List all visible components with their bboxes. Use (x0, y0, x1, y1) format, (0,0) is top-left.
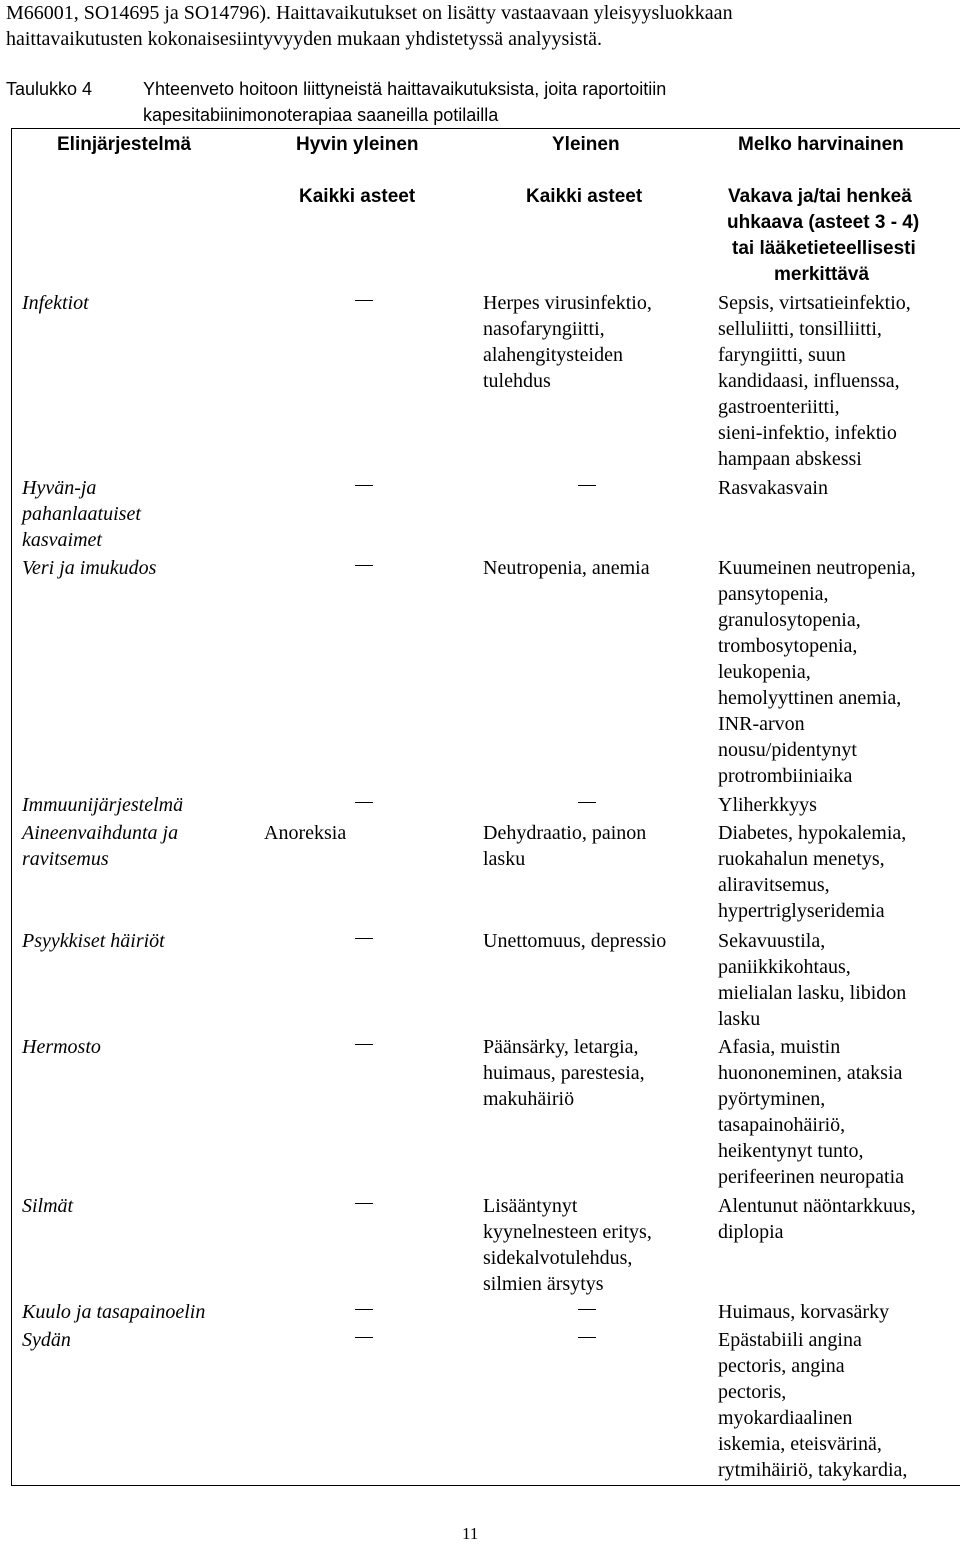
column-header-organ: Elinjärjestelmä (57, 134, 192, 155)
row-3-uncommon-line: nousu/pidentynyt (718, 739, 857, 761)
row-7-common-line: makuhäiriö (483, 1088, 575, 1110)
row-5-organ-line: ravitsemus (22, 848, 109, 870)
row-1-common-line: tulehdus (483, 370, 551, 392)
subheader-common: Kaikki asteet (526, 186, 643, 207)
row-3-common-line: Neutropenia, anemia (483, 557, 650, 579)
row-9-uncommon-line: Huimaus, korvasärky (718, 1301, 890, 1323)
row-1-organ-line: Infektiot (22, 292, 89, 314)
row-5-uncommon-line: ruokahalun menetys, (718, 848, 885, 870)
row-3-uncommon-line: granulosytopenia, (718, 609, 861, 631)
row-10-uncommon-line: myokardiaalinen (718, 1407, 853, 1429)
row-3-uncommon-line: protrombiiniaika (718, 765, 853, 787)
row-7-organ-line: Hermosto (22, 1036, 101, 1058)
column-header-common: Yleinen (552, 134, 620, 155)
row-6-organ-line: Psyykkiset häiriöt (22, 930, 165, 952)
row-6-uncommon-line: Sekavuustila, (718, 930, 826, 952)
row-8-common-line: kyynelnesteen eritys, (483, 1221, 652, 1243)
row-1-uncommon-line: gastroenteriitti, (718, 396, 840, 418)
table-bottom-border (11, 1485, 960, 1486)
row-3-uncommon-line: pansytopenia, (718, 583, 829, 605)
row-7-common-line: huimaus, parestesia, (483, 1062, 645, 1084)
row-3-uncommon-line: INR-arvon (718, 713, 805, 735)
row-7-uncommon-line: huononeminen, ataksia (718, 1062, 903, 1084)
row-9-organ-line: Kuulo ja tasapainoelin (22, 1301, 206, 1323)
table-label: Taulukko 4 (6, 79, 93, 99)
empty-cell-dash (355, 300, 373, 301)
row-6-uncommon-line: paniikkikohtaus, (718, 956, 851, 978)
row-1-uncommon-line: Sepsis, virtsatieinfektio, (718, 292, 911, 314)
row-6-uncommon-line: lasku (718, 1008, 761, 1030)
row-3-organ-line: Veri ja imukudos (22, 557, 157, 579)
row-3-uncommon-line: leukopenia, (718, 661, 811, 683)
empty-cell-dash (578, 1309, 596, 1310)
row-5-very-common-line: Anoreksia (264, 822, 347, 844)
empty-cell-dash (355, 1337, 373, 1338)
row-7-uncommon-line: tasapainohäiriö, (718, 1114, 846, 1136)
row-1-uncommon-line: sieni-infektio, infektio (718, 422, 897, 444)
subheader-uncommon-line: uhkaava (asteet 3 - 4) (727, 212, 920, 233)
row-2-organ-line: kasvaimet (22, 529, 102, 551)
row-10-uncommon-line: pectoris, (718, 1381, 787, 1403)
row-8-common-line: Lisääntynyt (483, 1195, 578, 1217)
page-number: 11 (462, 1524, 479, 1543)
row-5-uncommon-line: hypertriglyseridemia (718, 900, 885, 922)
subheader-uncommon-line: tai lääketieteellisesti (732, 238, 916, 259)
row-1-common-line: nasofaryngiitti, (483, 318, 605, 340)
row-3-uncommon-line: hemolyyttinen anemia, (718, 687, 902, 709)
subheader-uncommon-line: merkittävä (774, 264, 870, 285)
column-header-uncommon: Melko harvinainen (738, 134, 904, 155)
row-2-organ-line: Hyvän-ja (22, 477, 97, 499)
row-7-common-line: Päänsärky, letargia, (483, 1036, 639, 1058)
empty-cell-dash (578, 802, 596, 803)
row-4-organ-line: Immuunijärjestelmä (22, 794, 184, 816)
row-7-uncommon-line: perifeerinen neuropatia (718, 1166, 905, 1188)
row-1-uncommon-line: faryngiitti, suun (718, 344, 846, 366)
row-5-common-line: lasku (483, 848, 526, 870)
row-8-common-line: silmien ärsytys (483, 1273, 604, 1295)
row-10-uncommon-line: iskemia, eteisvärinä, (718, 1433, 882, 1455)
row-7-uncommon-line: heikentynyt tunto, (718, 1140, 864, 1162)
row-5-uncommon-line: aliravitsemus, (718, 874, 830, 896)
row-8-uncommon-line: Alentunut näöntarkkuus, (718, 1195, 916, 1217)
row-1-uncommon-line: hampaan abskessi (718, 448, 862, 470)
row-1-uncommon-line: selluliitti, tonsilliitti, (718, 318, 882, 340)
row-2-uncommon-line: Rasvakasvain (718, 477, 828, 499)
row-1-common-line: alahengitysteiden (483, 344, 623, 366)
intro-line-2: haittavaikutusten kokonaisesiintyvyyden mukaan yhdistetyssä analyysistä. (6, 28, 603, 50)
empty-cell-dash (355, 938, 373, 939)
row-1-uncommon-line: kandidaasi, influenssa, (718, 370, 900, 392)
row-7-uncommon-line: pyörtyminen, (718, 1088, 826, 1110)
row-6-common-line: Unettomuus, depressio (483, 930, 667, 952)
row-2-organ-line: pahanlaatuiset (22, 503, 141, 525)
row-4-uncommon-line: Yliherkkyys (718, 794, 817, 816)
row-8-organ-line: Silmät (22, 1195, 74, 1217)
empty-cell-dash (578, 485, 596, 486)
subheader-uncommon-line: Vakava ja/tai henkeä (728, 186, 912, 207)
row-10-organ-line: Sydän (22, 1329, 71, 1351)
row-5-organ-line: Aineenvaihdunta ja (22, 822, 179, 844)
column-header-very-common: Hyvin yleinen (296, 134, 419, 155)
empty-cell-dash (355, 565, 373, 566)
row-7-uncommon-line: Afasia, muistin (718, 1036, 841, 1058)
subheader-very-common: Kaikki asteet (299, 186, 416, 207)
empty-cell-dash (355, 1044, 373, 1045)
row-6-uncommon-line: mielialan lasku, libidon (718, 982, 907, 1004)
row-3-uncommon-line: Kuumeinen neutropenia, (718, 557, 916, 579)
empty-cell-dash (355, 485, 373, 486)
row-3-uncommon-line: trombosytopenia, (718, 635, 858, 657)
table-left-border (11, 128, 12, 1486)
row-8-common-line: sidekalvotulehdus, (483, 1247, 633, 1269)
row-10-uncommon-line: Epästabiili angina (718, 1329, 862, 1351)
intro-line-1: M66001, SO14695 ja SO14796). Haittavaikutukset on lisätty vastaavaan yleisyysluokkaan (6, 2, 733, 24)
empty-cell-dash (355, 1203, 373, 1204)
table-caption-line-2: kapesitabiinimonoterapiaa saaneilla potilailla (143, 105, 499, 125)
table-caption-line-1: Yhteenveto hoitoon liittyneistä haittavaikutuksista, joita raportoitiin (143, 79, 667, 99)
row-5-common-line: Dehydraatio, painon (483, 822, 647, 844)
row-5-uncommon-line: Diabetes, hypokalemia, (718, 822, 907, 844)
row-1-common-line: Herpes virusinfektio, (483, 292, 652, 314)
row-10-uncommon-line: rytmihäiriö, takykardia, (718, 1459, 908, 1481)
empty-cell-dash (578, 1337, 596, 1338)
row-10-uncommon-line: pectoris, angina (718, 1355, 845, 1377)
empty-cell-dash (355, 802, 373, 803)
row-8-uncommon-line: diplopia (718, 1221, 784, 1243)
empty-cell-dash (355, 1309, 373, 1310)
table-top-border (11, 128, 960, 129)
